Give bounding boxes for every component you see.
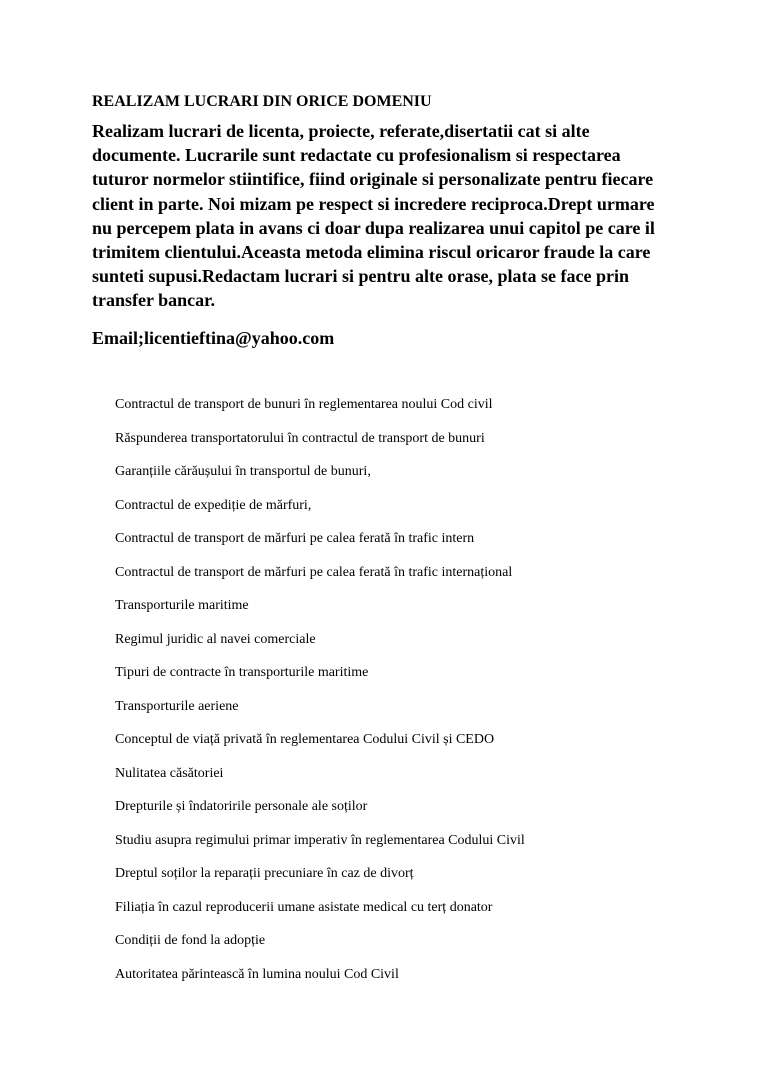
topic-item: Contractul de transport de mărfuri pe calea ferată în trafic intern	[115, 531, 475, 546]
intro-line: transfer bancar.	[92, 290, 215, 311]
intro-line: sunteti supusi.Redactam lucrari si pentru alte orase, plata se face prin	[92, 266, 629, 287]
topic-item: Transporturile aeriene	[115, 698, 239, 714]
intro-line: trimitem clientului.Aceasta metoda elimina riscul oricaror fraude la care	[92, 242, 651, 263]
intro-paragraph	[92, 119, 692, 313]
document-heading: REALIZAM LUCRARI DIN ORICE DOMENIU	[92, 93, 432, 110]
intro-line: Realizam lucrari de licenta, proiecte, referate,disertatii cat si alte	[92, 121, 590, 141]
topic-item: Garanțiile cărăușului în transportul de bunuri,	[115, 464, 371, 479]
intro-line: documente. Lucrarile sunt redactate cu profesionalism si respectarea	[92, 145, 621, 166]
intro-line: nu percepem plata in avans ci doar dupa realizarea unui capitol pe care il	[92, 217, 655, 238]
topic-item: Studiu asupra regimului primar imperativ în reglementarea Codului Civil	[115, 832, 525, 848]
contact-email: Email;licentieftina@yahoo.com	[92, 328, 335, 348]
topic-item: Drepturile și îndatoririle personale ale soților	[115, 799, 368, 814]
topic-item: Autoritatea părintească în lumina noului Cod Civil	[115, 966, 399, 982]
topic-item: Răspunderea transportatorului în contractul de transport de bunuri	[115, 430, 485, 446]
topics-list	[115, 395, 715, 998]
topic-item: Nulitatea căsătoriei	[115, 765, 224, 781]
topic-item: Filiația în cazul reproducerii umane asistate medical cu terț donator	[115, 899, 493, 915]
topic-item: Dreptul soților la reparații precuniare în caz de divorț	[115, 866, 414, 881]
topic-item: Regimul juridic al navei comerciale	[115, 631, 316, 647]
topic-item: Contractul de expediție de mărfuri,	[115, 497, 312, 513]
intro-line: tuturor normelor stiintifice, fiind originale si personalizate pentru fiecare	[92, 169, 654, 190]
intro-line: client in parte. Noi mizam pe respect si incredere reciproca.Drept urmare	[92, 193, 655, 214]
topic-item: Contractul de transport de mărfuri pe calea ferată în trafic internațional	[115, 564, 513, 580]
topic-item: Conceptul de viață privată în reglementarea Codului Civil și CEDO	[115, 732, 495, 747]
topic-item: Tipuri de contracte în transporturile maritime	[115, 665, 369, 680]
topic-item: Transporturile maritime	[115, 598, 249, 613]
topic-item: Contractul de transport de bunuri în reglementarea noului Cod civil	[115, 397, 493, 412]
topic-item: Condiții de fond la adopție	[115, 933, 266, 948]
